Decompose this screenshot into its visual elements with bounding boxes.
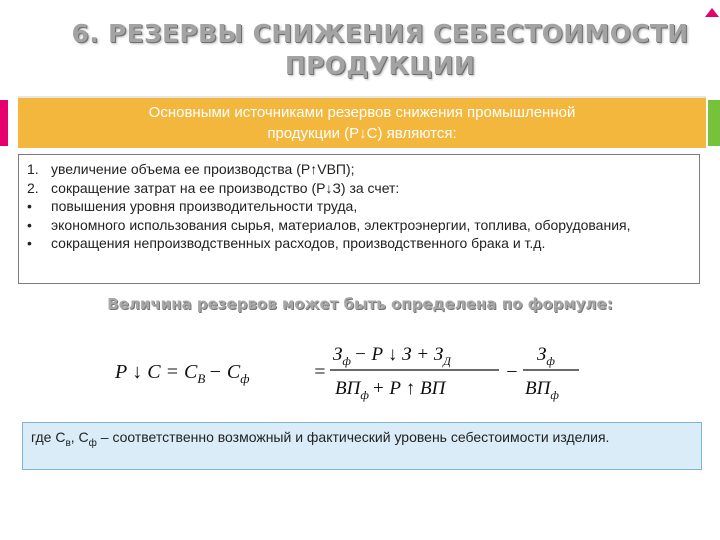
left-accent-bar — [0, 100, 8, 146]
formula-numerator-1: $З_ф - Р$ ↓ $З + З_Д$ — [333, 344, 451, 368]
formula-denominator-2: $ВП_ф$ — [525, 378, 559, 402]
right-accent-bar — [708, 100, 720, 146]
bullet-icon: • — [27, 235, 32, 251]
list-item-text: сокращение затрат на ее производство (Р↓З) за счет: — [51, 179, 400, 196]
list-marker: 2. — [27, 179, 39, 196]
list-item-text: экономного использования сырья, материалов, электроэнергии, топлива, оборудования, — [51, 216, 631, 233]
formula-svg — [105, 332, 605, 412]
sources-list — [18, 154, 700, 284]
bullet-icon: • — [27, 216, 32, 233]
slide-title — [40, 18, 720, 82]
list-marker: 1. — [27, 161, 39, 177]
sources-header-line-2: продукции (Р↓С) являются: — [267, 125, 457, 142]
list-item — [27, 179, 691, 198]
formula-minus: − — [505, 361, 519, 383]
list-item — [27, 216, 691, 235]
formula-equals: = — [313, 361, 327, 383]
title-line-1: 6. РЕЗЕРВЫ СНИЖЕНИЯ СЕБЕСТОИМОСТИ — [71, 19, 689, 48]
list-item-text: сокращения непроизводственных расходов, производственного брака и т.д. — [51, 235, 546, 251]
corner-marker-icon — [705, 8, 719, 17]
list-item — [27, 160, 691, 179]
formula-lhs: Р ↓ $С = С_В - С_ф$ — [115, 361, 250, 386]
bullet-icon: • — [27, 198, 32, 214]
reserve-formula — [105, 332, 605, 412]
formula-numerator-2: $З_ф$ — [537, 344, 555, 368]
sources-header-line-1: Основными источниками резервов снижения промышленной — [148, 104, 576, 121]
list-item-text: повышения уровня производительности труда, — [51, 198, 358, 214]
formula-note: где $С_в$, $С_ф$ – соответственно возможный и фактический уровень себестоимости изделия. — [22, 422, 702, 470]
list-item-text: увеличение объема ее производства (Р↑VВП); — [51, 161, 355, 177]
title-line-2: ПРОДУКЦИИ — [284, 51, 476, 80]
list-item — [27, 234, 691, 253]
formula-caption: Величина резервов может быть определена по формуле: — [107, 295, 613, 313]
list-item — [27, 197, 691, 216]
sources-header-box — [18, 96, 706, 148]
formula-denominator-1: $ВП_ф + Р$ ↑ ВП — [335, 378, 446, 402]
